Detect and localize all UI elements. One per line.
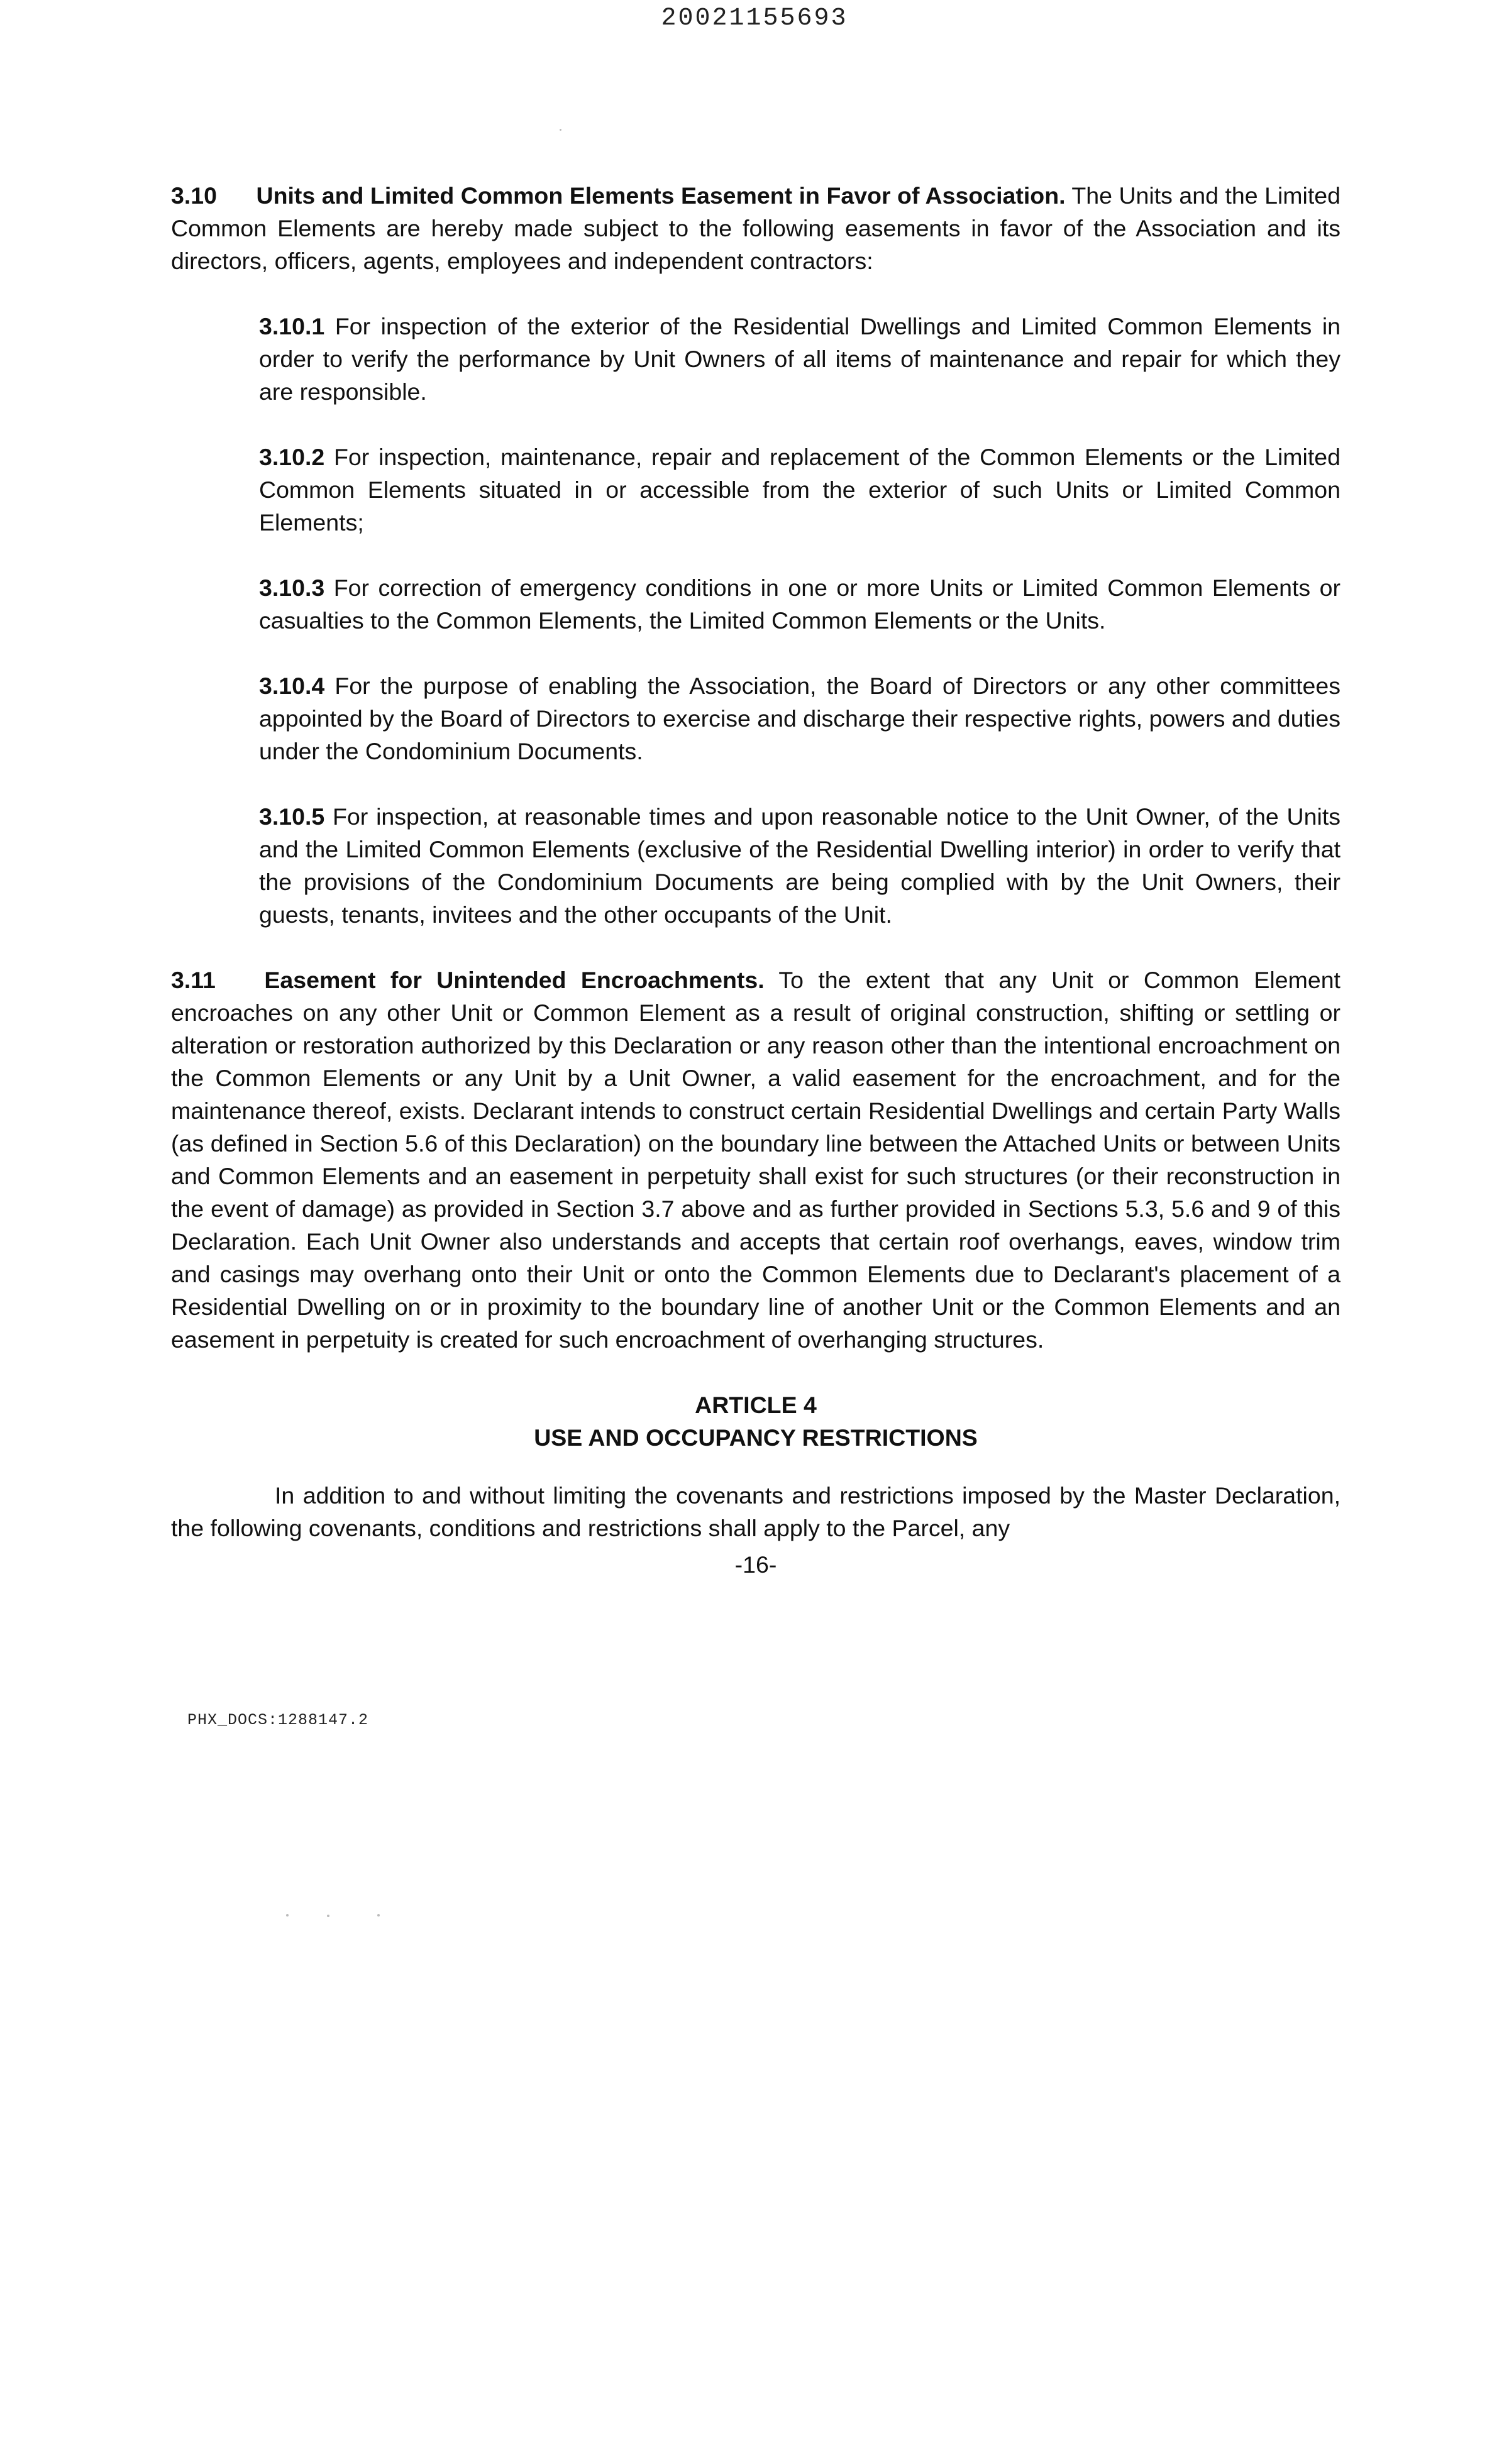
subsection-3-10-3 xyxy=(259,571,1340,637)
subsection-text: For inspection, maintenance, repair and replacement of the Common Elements or the Limited Common Elements situated in or accessible from the exterior of such Units or Limited Common Elements; xyxy=(259,444,1340,536)
section-text: The Units and the Limited Common Elements are hereby made subject to the following easements in favor of the Association and its directors, officers, agents, employees and independent contractors: xyxy=(171,182,1340,274)
page-number: -16- xyxy=(734,1551,777,1578)
article-4-intro: In addition to and without limiting the covenants and restrictions imposed by the Master Declaration, the following covenants, conditions and restrictions shall apply to the Parcel, any xyxy=(171,1482,1340,1541)
section-heading: Units and Limited Common Elements Easement in Favor of Association. xyxy=(256,182,1066,209)
section-3-10 xyxy=(171,179,1340,277)
scan-speck xyxy=(286,1914,289,1917)
scan-speck xyxy=(377,1914,380,1917)
document-code: PHX_DOCS:1288147.2 xyxy=(187,1711,369,1729)
subsection-text: For inspection, at reasonable times and upon reasonable notice to the Unit Owner, of the Units and the Limited Common Elements (exclusive of the Residential Dwelling interior) in order to verify that the provisions of the Condominium Documents are being complied with by the Unit Owners, their guests, tenants, invitees and the other occupants of the Unit. xyxy=(259,803,1340,928)
subsection-number: 3.10.3 xyxy=(259,575,325,601)
scan-speck xyxy=(560,129,561,131)
subsection-text: For inspection of the exterior of the Residential Dwellings and Limited Common Elements in order to verify the performance by Unit Owners of all items of maintenance and repair for which they are responsible. xyxy=(259,313,1341,405)
subsection-3-10-5 xyxy=(259,800,1340,931)
article-subtitle: USE AND OCCUPANCY RESTRICTIONS xyxy=(534,1424,978,1451)
section-text: To the extent that any Unit or Common Element encroaches on any other Unit or Common Element as a result of original construction, shifting or settling or alteration or restoration authorized by this Declaration or any reason other than the intentional encroachment on the Common Elements or any Unit by a Unit Owner, a valid easement for the encroachment, and for the maintenance thereof, exists. Declarant intends to construct certain Residential Dwellings and certain Party Walls (as defined in Section 5.6 of this Declaration) on the boundary line between the Attached Units or between Units and Common Elements and an easement in perpetuity shall exist for such structures (or their reconstruction in the event of damage) as provided in Section 3.7 above and as further provided in Sections 5.3, 5.6 and 9 of this Declaration. Each Unit Owner also understands and accepts that certain roof overhangs, eaves, window trim and casings may overhang onto their Unit or onto the Common Elements due to Declarant's placement of a Residential Dwelling on or in proximity to the boundary line of another Unit or the Common Elements and an easement in perpetuity is created for such encroachment of overhanging structures. xyxy=(171,967,1340,1353)
document-number: 20021155693 xyxy=(661,4,848,33)
section-number: 3.10 xyxy=(171,182,217,209)
subsection-3-10-1 xyxy=(259,310,1340,408)
article-4-heading xyxy=(171,1389,1340,1454)
section-number: 3.11 xyxy=(171,967,216,993)
subsection-number: 3.10.5 xyxy=(259,803,325,830)
subsection-text: For the purpose of enabling the Association, the Board of Directors or any other committees appointed by the Board of Directors to exercise and discharge their respective rights, powers and duties under the Condominium Documents. xyxy=(259,673,1340,764)
page-body xyxy=(171,179,1340,1581)
subsection-number: 3.10.4 xyxy=(259,673,325,699)
subsection-number: 3.10.1 xyxy=(259,313,325,339)
subsection-number: 3.10.2 xyxy=(259,444,325,470)
subsection-3-10-4 xyxy=(259,669,1340,767)
section-heading: Easement for Unintended Encroachments. xyxy=(264,967,765,993)
subsection-text: For correction of emergency conditions in one or more Units or Limited Common Elements or casualties to the Common Elements, the Limited Common Elements or the Units. xyxy=(259,575,1340,634)
article-title: ARTICLE 4 xyxy=(695,1392,817,1418)
subsection-3-10-2 xyxy=(259,441,1340,539)
section-3-11 xyxy=(171,964,1340,1356)
scan-speck xyxy=(327,1915,329,1917)
